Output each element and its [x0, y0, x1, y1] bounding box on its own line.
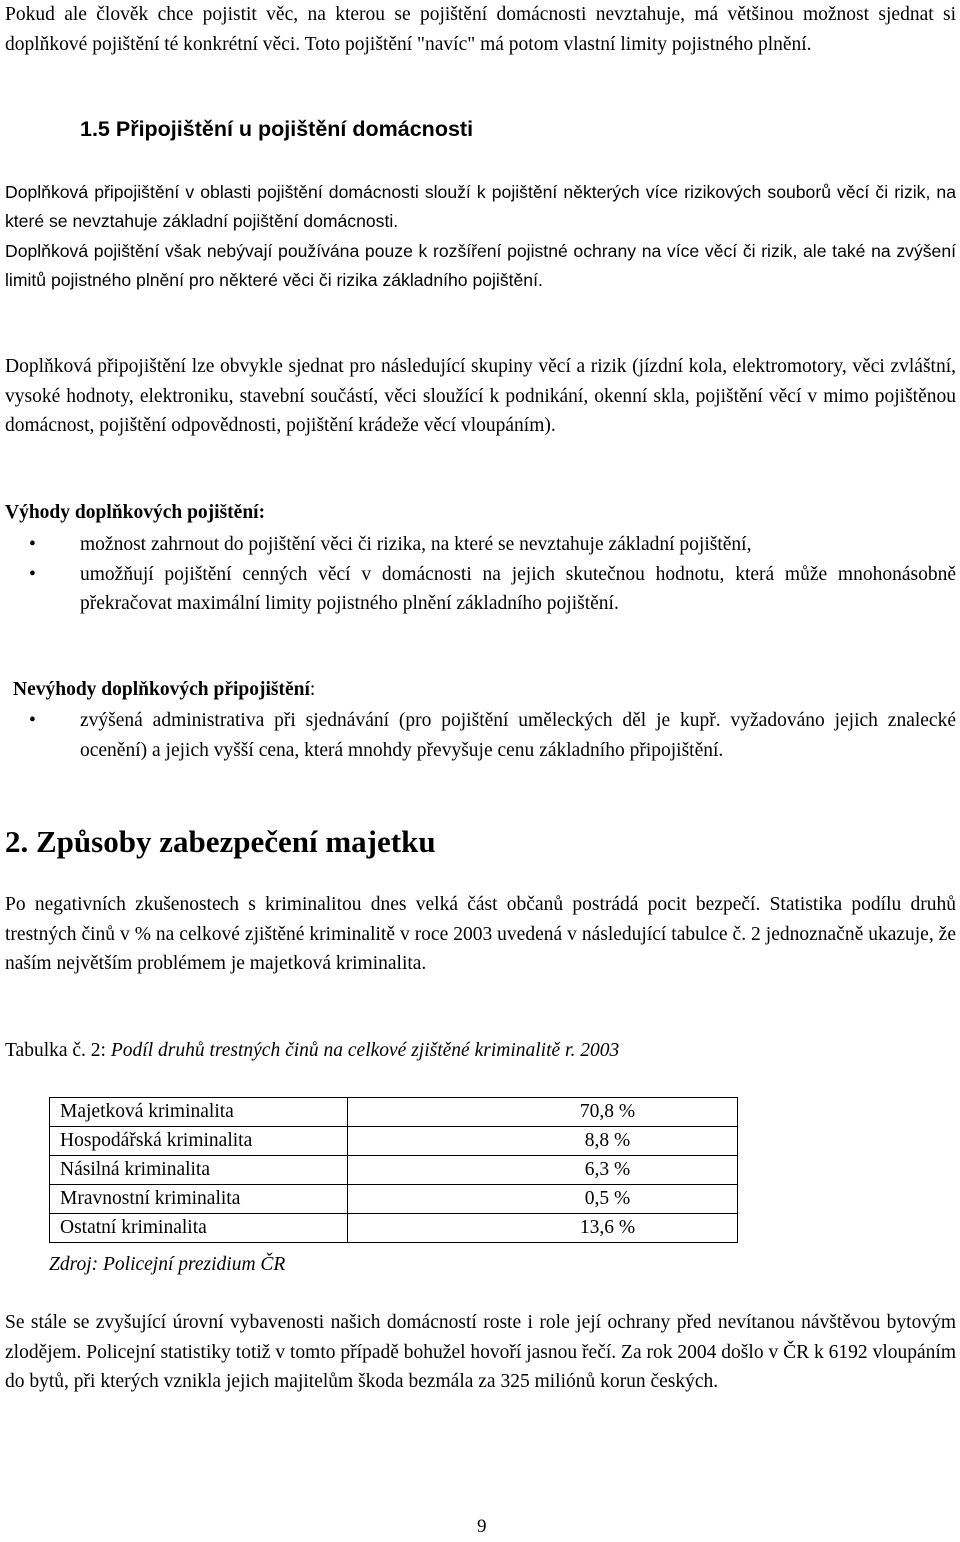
table-cell-category: Hospodářská kriminalita [50, 1127, 348, 1156]
table-row [50, 1185, 738, 1214]
section-2-heading: 2. Způsoby zabezpečení majetku [5, 824, 436, 859]
table-cell-value: 6,3 % [348, 1156, 738, 1185]
table-caption-label: Tabulka č. 2: [5, 1040, 111, 1061]
table-cell-category: Majetková kriminalita [50, 1098, 348, 1127]
advantages-heading: Výhody doplňkových pojištění: [5, 502, 266, 523]
list-item [5, 530, 956, 560]
disadvantages-list [5, 706, 956, 765]
table-cell-category: Mravnostní kriminalita [50, 1185, 348, 1214]
table-cell-value: 8,8 % [348, 1127, 738, 1156]
section-2-paragraph-2: Se stále se zvyšující úrovní vybavenosti našich domácností roste i role její ochrany před nevítanou návštěvou bytovým zlodějem. Policejní statistiky totiž v tomto případě bohužel hovoří jasnou řečí. Za rok 2004 došlo v ČR k 6192 vloupáním do bytů, při kterých vznikla jejich majitelům škoda bezmála za 325 miliónů korun českých. [5, 1312, 956, 1392]
section-1-5-paragraph-3: Doplňková připojištění lze obvykle sjednat pro následující skupiny věcí a rizik (jízdní kola, elektromotory, věci zvláštní, vysoké hodnoty, elektroniku, stavební součástí, věci sloužící k podnikání, okenní skla, pojištění věcí v mimo pojištěnou domácnost, pojištění odpovědnosti, pojištění krádeže věcí vloupáním). [5, 356, 956, 436]
disadvantage-text: zvýšená administrativa při sjednávání (pro pojištění uměleckých děl je kupř. vyžadováno jejich znalecké ocenění) a jejich vyšší cena, která mnohdy převyšuje cenu základního připojištění. [80, 710, 956, 761]
list-item [5, 706, 956, 765]
section-1-5-heading: 1.5 Připojištění u pojištění domácnosti [80, 117, 474, 141]
table-cell-value: 0,5 % [348, 1185, 738, 1214]
disadvantages-heading-colon: : [309, 679, 316, 700]
table-cell-value: 70,8 % [348, 1098, 738, 1127]
bullet-icon: • [29, 710, 36, 731]
table-row [50, 1156, 738, 1185]
bullet-icon: • [29, 563, 36, 585]
disadvantages-heading [13, 675, 315, 705]
table-source: Zdroj: Policejní prezidium ČR [49, 1254, 286, 1275]
table-row [50, 1098, 738, 1127]
intro-paragraph: Pokud ale člověk chce pojistit věc, na kterou se pojištění domácnosti nevztahuje, má většinou možnost sjednat si doplňkové pojištění té konkrétní věci. Toto pojištění "navíc" má potom vlastní limity pojistného plnění. [5, 4, 956, 55]
table-cell-category: Ostatní kriminalita [50, 1214, 348, 1243]
advantages-list [5, 530, 956, 619]
table-caption-title: Podíl druhů trestných činů na celkové zjištěné kriminalitě r. 2003 [110, 1040, 620, 1061]
advantage-text: možnost zahrnout do pojištění věci či rizika, na které se nevztahuje základní pojištění, [80, 534, 752, 555]
list-item [5, 560, 956, 619]
section-1-5-paragraph-2: Doplňková pojištění však nebývají používána pouze k rozšíření pojistné ochrany na více věcí či rizik, ale také na zvýšení limitů pojistného plnění pro některé věci či rizika základního pojištění. [5, 241, 956, 291]
section-1-5-paragraph-1: Doplňková připojištění v oblasti pojištění domácnosti slouží k pojištění některých více rizikových souborů věcí či rizik, na které se nevztahuje základní pojištění domácnosti. [5, 182, 956, 232]
table-row [50, 1214, 738, 1243]
page-number: 9 [477, 1516, 487, 1537]
table-caption [5, 1036, 619, 1066]
section-2-paragraph-1: Po negativních zkušenostech s kriminalitou dnes velká část občanů postrádá pocit bezpečí. Statistika podílu druhů trestných činů v % na celkové zjištěné kriminalitě v roce 2003 uvedená v následující tabulce č. 2 jednoznačně ukazuje, že naším největším problémem je majetková kriminalita. [5, 894, 956, 974]
crime-share-table [49, 1097, 738, 1243]
table-cell-category: Násilná kriminalita [50, 1156, 348, 1185]
advantage-text: umožňují pojištění cenných věcí v domácnosti na jejich skutečnou hodnotu, která může mnohonásobně překračovat maximální limity pojistného plnění základního pojištění. [80, 563, 956, 614]
table-cell-value: 13,6 % [348, 1214, 738, 1243]
bullet-icon: • [29, 534, 36, 555]
table-row [50, 1127, 738, 1156]
disadvantages-heading-text: Nevýhody doplňkových připojištění [13, 679, 310, 700]
